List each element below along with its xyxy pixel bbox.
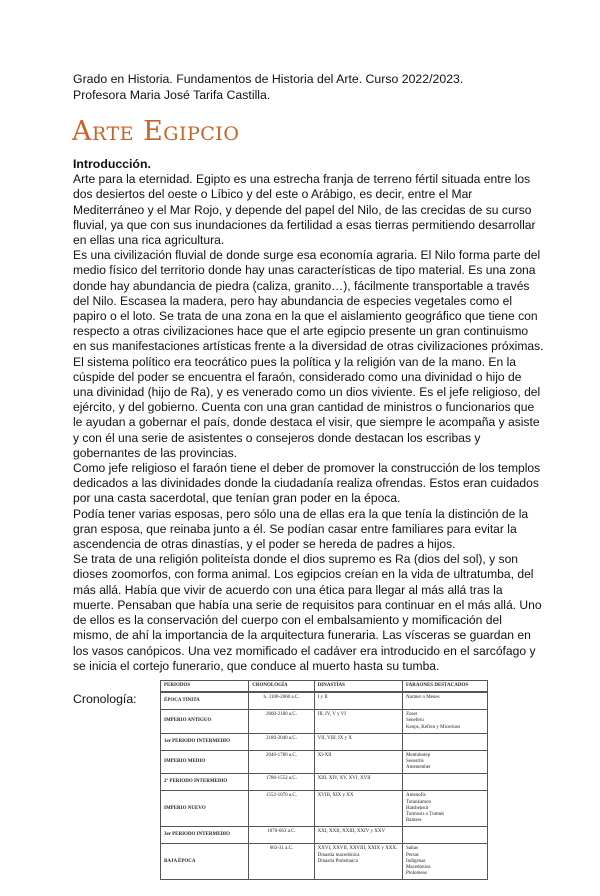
table-row	[161, 844, 488, 880]
table-cell: 1070-663 a.C.	[249, 827, 314, 844]
document-body	[73, 157, 544, 674]
page-title: Arte Egipcio	[72, 116, 240, 147]
table-cell	[402, 733, 487, 750]
table-cell: Saítas Persas Indígenas Macedonios Ptolomeos	[402, 844, 487, 880]
table-body	[161, 692, 488, 880]
paragraph: Es una civilización fluvial de donde surge esa economía agraria. El Nilo forma parte del medio físico del territorio donde hay unas características de tipo material. Es una zona donde hay abundancia de piedra (caliza, granito…), fácilmente transportable a través del Nilo. Escasea la madera, pero hay abundancia de especies vegetales como el papiro o el loto. Se trata de una zona en la que el aislamiento geográfico que tiene con respecto a otras civilizaciones hace que el arte egipcio presente un gran continuismo en sus manifestaciones artísticas frente a la diversidad de otras civilizaciones próximas.	[73, 248, 544, 354]
table-row	[161, 827, 488, 844]
table-cell: Zoser Seneferu Keops, Kefren y Micerinos	[402, 710, 487, 734]
table-row	[161, 710, 488, 734]
column-header: DINASTÍAS	[314, 680, 402, 692]
table-cell: 663-31 a.C.	[249, 844, 314, 880]
professor-line: Profesora Maria José Tarifa Castilla.	[73, 88, 271, 102]
table-cell	[402, 774, 487, 791]
paragraph: Se trata de una religión politeísta donde el dios supremo es Ra (dios del sol), y son dioses zoomorfos, con forma animal. Los egipcios creían en la vida de ultratumba, del más allá. Había que vivir de acuerdo con una ética para llegar al más allá tras la muerte. Pensaban que había una serie de requisitos para continuar en el más allá. Uno de ellos es la conservación del cuerpo con el embalsamiento y momificación del mismo, de ahí la importancia de la arquitectura funeraria. Las vísceras se guardan en los vasos canópicos. Una vez momificado el cadáver era introducido en el sarcófago y se inicia el cortejo funerario, que conduce al muerto hasta su tumba.	[73, 552, 542, 673]
column-header: CRONOLOGÍA	[249, 680, 314, 692]
table-cell: IMPERIO MEDIO	[161, 750, 249, 774]
paragraph: El sistema político era teocrático pues la política y la religión van de la mano. En la cúspide del poder se encuentra el faraón, considerado como una divinidad o hijo de una divinidad (hijo de Ra), y es venerado como un dios viviente. Es el jefe religioso, del ejército, y del gobierno. Cuenta con una gran cantidad de ministros o funcionarios que le ayudan a gobernar el país, donde destaca el visir, que siempre le acompaña y asiste y con él una serie de asistentes o consejeros donde destacan los escribas y gobernantes de las provincias.	[73, 354, 541, 460]
table-header-row	[161, 680, 488, 692]
table-cell: XIII, XIV, XV, XVI, XVII	[314, 774, 402, 791]
table-cell: Narmer o Menes	[402, 692, 487, 710]
table-cell: 2040-1780 a.C.	[249, 750, 314, 774]
table-cell: XVIII, XIX y XX	[314, 791, 402, 827]
table-cell: Amenofis Tutankamon Hatshepsut Tutmosis o Tutmés Ramses	[402, 791, 487, 827]
table-row	[161, 750, 488, 774]
table-cell: III, IV, V y VI	[314, 710, 402, 734]
table-cell: IMPERIO NUEVO	[161, 791, 249, 827]
section-heading: Introducción.	[73, 157, 151, 171]
table-cell: XXVI, XXVII, XXVIII, XXIX y XXX. Dinastía macedónica Dinastía Ptolemaica	[314, 844, 402, 880]
paragraph: Arte para la eternidad. Egipto es una estrecha franja de terreno fértil situada entre los dos desiertos del oeste o Líbico y del este o Arábigo, es decir, entre el Mar Mediterráneo y el Mar Rojo, y depende del papel del Nilo, de las crecidas de su curso fluvial, ya que con sus inundaciones da fertilidad a esas tierras permitiendo desarrollar en ellas una rica agricultura.	[73, 172, 536, 248]
table-cell: I y II	[314, 692, 402, 710]
paragraph: Podía tener varias esposas, pero sólo una de ellas era la que tenía la distinción de la gran esposa, que reinaba junto a él. Se podían casar entre familiares para evitar la ascendencia de otras dinastías, y el poder se hereda de padres a hijos.	[73, 506, 529, 552]
table-cell: 2º PERIODO INTERMEDIO	[161, 774, 249, 791]
table-cell: XXI, XXII, XXIII, XXIV y XXV	[314, 827, 402, 844]
chronology-table	[160, 680, 488, 880]
table-cell: h. 3100-2660 a.C.	[249, 692, 314, 710]
table-cell: BAJA ÉPOCA	[161, 844, 249, 880]
column-header: PERIODOS	[161, 680, 249, 692]
table-cell: 3er PERIODO INTERMEDIO	[161, 827, 249, 844]
table-cell	[402, 827, 487, 844]
chronology-label: Cronología:	[73, 691, 137, 706]
paragraph: Como jefe religioso el faraón tiene el deber de promover la construcción de los templos dedicados a las divinidades donde la ciudadanía realiza ofrendas. Estos eran cuidados por una casta sacerdotal, que tenían gran poder en la época.	[73, 461, 541, 506]
document-header	[73, 71, 544, 103]
table-cell: 2180-2040 a.C.	[249, 733, 314, 750]
table-cell: 1780-1552 a.C.	[249, 774, 314, 791]
table-cell: 1552-1070 a.C.	[249, 791, 314, 827]
table-row	[161, 733, 488, 750]
course-line: Grado en Historia. Fundamentos de Historia del Arte. Curso 2022/2023.	[73, 72, 464, 86]
table-cell: XI-XII	[314, 750, 402, 774]
table-row	[161, 791, 488, 827]
table-cell: IMPERIO ANTIGUO	[161, 710, 249, 734]
table-cell: ÉPOCA TINITA	[161, 692, 249, 710]
table-cell: Mentuhotep Sesostris Amenemhet	[402, 750, 487, 774]
table-cell: VII, VIII, IX y X	[314, 733, 402, 750]
table-row	[161, 692, 488, 710]
table-cell: 1er PERIODO INTERMEDIO	[161, 733, 249, 750]
table-cell: 2660-2180 a.C.	[249, 710, 314, 734]
table-row	[161, 774, 488, 791]
chronology-section	[73, 680, 544, 880]
column-header: FARAONES DESTACADOS	[402, 680, 487, 692]
